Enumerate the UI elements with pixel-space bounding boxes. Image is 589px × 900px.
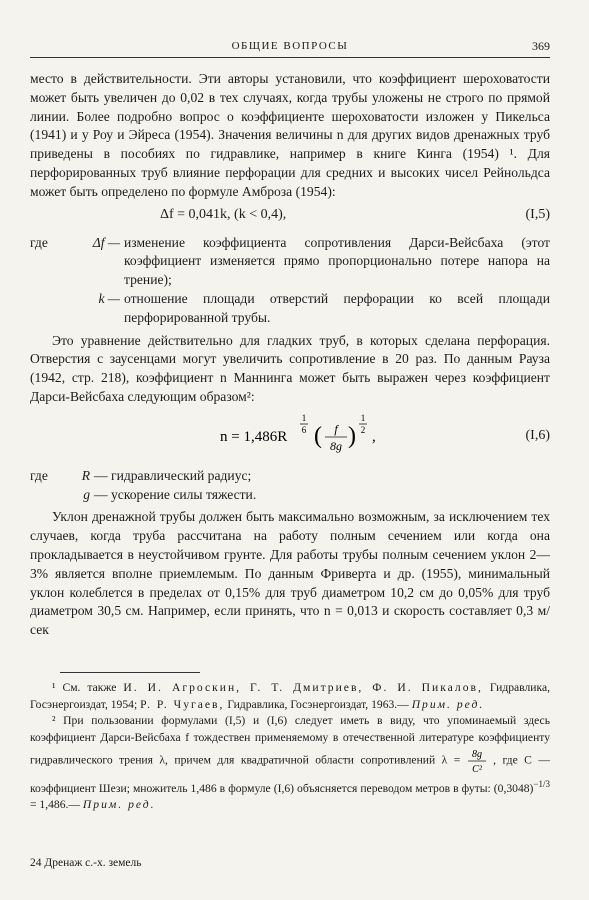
footnote-2-editor-note: Прим. ред. xyxy=(82,798,156,812)
footnote-1-title2: Гидравлика, Госэнергоиздат, 1963.— xyxy=(227,697,409,711)
formula-1-6-outer-den: 2 xyxy=(360,424,366,435)
paragraph-1: место в действительности. Эти авторы установили, что коэффициент шероховатости может быть увеличен до 0,02 в тех случаях, когда трубы уложены не строго по прямой линии. Более подробно вопрос о коэффициенте шероховатости изложен у Пикельса (1941) и у Роу и Эйреса (1954). Значения величины n для других видов дренажных труб приведены в пособиях по гидравлике, например в книге Кинга (1954) ¹. Для перфорированных труб влияние перфорации для средних и высоких чисел Рейнольдса может быть определено по формуле Амброза (1954): xyxy=(30,71,550,199)
definitions-lead: где xyxy=(30,467,48,483)
definition-text: изменение коэффициента сопротивления Дарси-Вейсбаха (этот коэффициент изменяется прямо пропорционально потере напора на трение); xyxy=(124,234,550,288)
paragraph-3: Уклон дренажной трубы должен быть максимально возможным, за исключением тех случаев, когда труба рассчитана на работу полным сечением или когда она прокладывается в неустойчивом грунте. Для работы трубы полным сечением уклон 2—3% является вполне приемлемым. По данным Фриверта и др. (1955), минимальный уклон колеблется в пределах от 0,15% для труб диаметром 10,2 см до 0,05% для труб диаметром 30,5 см. Например, если принять, что n = 0,013 и скорость составляет 0,3 м/сек xyxy=(30,509,550,638)
footnote-1-author2: Р. Р. Чугаев, xyxy=(140,697,225,711)
formula-1-6-frac-den: 8g xyxy=(330,438,342,453)
footnotes xyxy=(30,680,550,814)
formula-1-6-number: (I,6) xyxy=(525,427,550,443)
formula-1-5-number: (I,5) xyxy=(525,206,550,222)
definition-R xyxy=(30,467,550,486)
footnote-2 xyxy=(30,713,550,814)
formula-1-5 xyxy=(30,204,550,230)
footnote-1-title: Гидравлика, Госэнергоиздат, 1954; xyxy=(30,681,550,711)
page-number: 369 xyxy=(532,39,550,53)
definition-symbol: R xyxy=(81,467,90,483)
definitions-1 xyxy=(30,234,550,328)
printer-signature: 24 Дренаж с.-х. земель xyxy=(30,857,142,869)
footnote-2-exponent: −1/3 xyxy=(533,779,550,789)
definition-g xyxy=(30,486,550,505)
definition-text: отношение площади отверстий перфорации ко всей площади перфорированной трубы. xyxy=(124,290,550,325)
definition-text: — гидравлический радиус; xyxy=(94,467,252,483)
footnote-2-text-2: , где C — коэффициент Шези; множитель 1,486 в формуле (I,6) объясняется переводом метров в футы: (0,3048) xyxy=(30,753,550,795)
footnote-separator xyxy=(60,672,200,673)
formula-1-6-frac-num: f xyxy=(334,421,338,436)
definition-symbol: Δf — xyxy=(92,234,120,250)
formula-1-6-exp-den: 6 xyxy=(301,424,307,435)
footnote-2-text-1: ² При пользовании формулами (I,5) и (I,6) следует иметь в виду, что упоминаемый здесь коэффициент Дарси-Вейсбаха f тождествен применяемому в отечественной литературе коэффициенту гидравлического трения λ, причем для квадратичной области сопротивлений λ = xyxy=(30,714,550,767)
definition-text: — ускорение силы тяжести. xyxy=(94,486,257,502)
footnote-2-frac-num: 8g xyxy=(471,749,482,760)
footnote-1 xyxy=(30,680,550,713)
main-text xyxy=(30,70,550,640)
formula-1-5-expression: Δf = 0,041k, (k < 0,4), xyxy=(160,206,287,222)
footnote-1-editor-note: Прим. ред. xyxy=(411,697,485,711)
formula-1-6-expression xyxy=(220,411,420,463)
footnote-2-frac-den: C² xyxy=(471,764,482,775)
definition-k xyxy=(30,290,550,328)
formula-1-6-lparen: ( xyxy=(314,422,322,449)
formula-1-6-outer-num: 1 xyxy=(360,412,366,423)
paragraph-2: Это уравнение действительно для гладких труб, в которых сделана перфорация. Отверстия с заусенцами могут увеличить сопротивление в 20 раз. По данным Рауза (1942, стр. 218), коэффициент n Маннинга может быть выражен через коэффициент Дарси-Вейсбаха следующим образом²: xyxy=(30,332,550,404)
footnote-1-authors: И. И. Агроскин, Г. Т. Дмитриев, Ф. И. Пикалов, xyxy=(123,681,483,694)
definitions-lead: где xyxy=(30,234,48,250)
footnote-2-fraction xyxy=(467,746,487,776)
formula-1-6-lhs: n = 1,486R xyxy=(220,428,288,445)
formula-1-6-rparen: ) xyxy=(348,422,356,449)
definitions-2 xyxy=(30,467,550,505)
formula-1-6 xyxy=(30,411,550,463)
formula-1-6-tail: , xyxy=(372,428,376,445)
footnote-2-text-3: = 1,486.— xyxy=(30,798,81,812)
definition-symbol: k — xyxy=(98,290,120,306)
definition-symbol: g xyxy=(83,486,90,502)
running-header xyxy=(30,37,550,58)
formula-1-6-exp-num: 1 xyxy=(301,412,307,423)
header-title: ОБЩИЕ ВОПРОСЫ xyxy=(231,40,349,52)
footnote-1-mark: ¹ См. также xyxy=(52,681,117,694)
definition-delta-f xyxy=(30,234,550,290)
